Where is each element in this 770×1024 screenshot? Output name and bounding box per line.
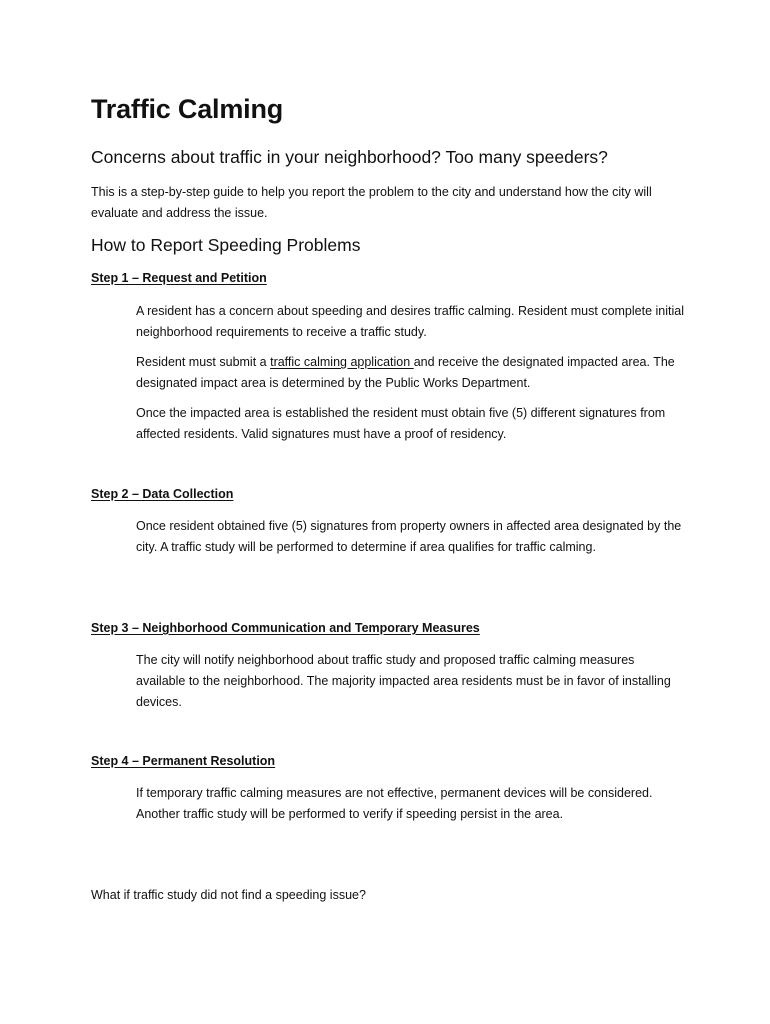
intro-paragraph: This is a step-by-step guide to help you report the problem to the city and understand how the city will evaluate and address the issue. <box>91 185 652 220</box>
speeding-issue-question: What if traffic study did not find a speeding issue? <box>91 888 366 902</box>
step-2-paragraph-1: Once resident obtained five (5) signatures from property owners in affected area designated by the city. A traffic study will be performed to determine if area qualifies for traffic calming. <box>136 519 682 554</box>
step-1-paragraph-2-tail: and receive the designated impacted area. The designated impact area is determined by the Public Works Department. <box>136 355 675 390</box>
step-2-heading: Step 2 – Data Collection <box>91 487 234 501</box>
step-1-paragraph-3: Once the impacted area is established the resident must obtain five (5) different signatures from affected residents. Valid signatures must have a proof of residency. <box>136 406 666 441</box>
step-4-heading: Step 4 – Permanent Resolution <box>91 754 276 768</box>
step-3-paragraph-1: The city will notify neighborhood about traffic study and proposed traffic calming measures available to the neighborhood. The majority impacted area residents must be in favor of installing devices. <box>136 653 671 709</box>
step-1-paragraph-2-lead: Resident must submit a <box>136 355 271 369</box>
step-1-heading: Step 1 – Request and Petition <box>91 271 267 285</box>
step-1-paragraph-2 <box>136 352 684 394</box>
page-subtitle: Concerns about traffic in your neighborhood? Too many speeders? <box>91 147 608 167</box>
page-title: Traffic Calming <box>91 94 284 124</box>
step-1-paragraph-1: A resident has a concern about speeding and desires traffic calming. Resident must complete initial neighborhood requirements to receive a traffic study. <box>136 304 684 339</box>
step-3-heading: Step 3 – Neighborhood Communication and Temporary Measures <box>91 621 480 635</box>
section-heading-report: How to Report Speeding Problems <box>91 235 361 255</box>
traffic-calming-application-link[interactable]: traffic calming application <box>270 355 414 369</box>
step-4-paragraph-1: If temporary traffic calming measures are not effective, permanent devices will be considered. Another traffic study will be performed to verify if speeding persist in the area. <box>136 786 653 821</box>
